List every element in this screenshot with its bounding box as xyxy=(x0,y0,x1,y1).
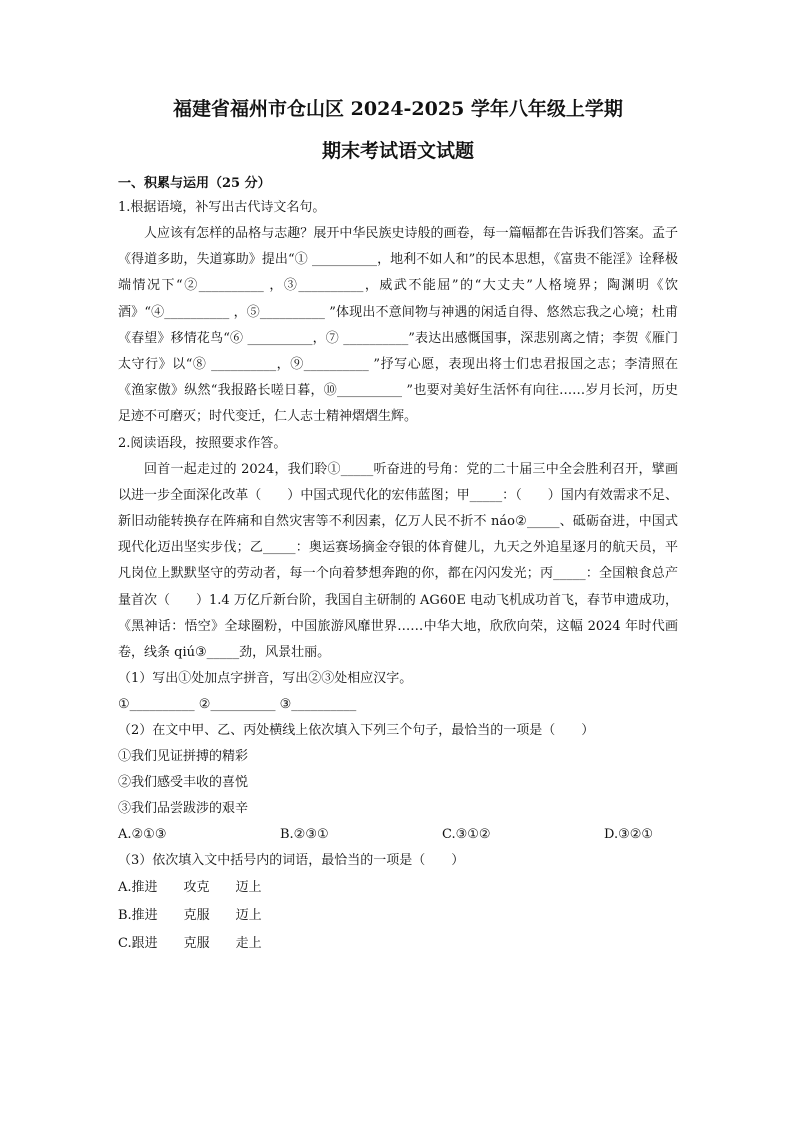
q2-sub2-option-d: D.③②① xyxy=(604,827,654,843)
q2-sub2-sentence-3: ③我们品尝跋涉的艰辛 xyxy=(118,801,249,817)
q2-sub2-prompt: （2）在文中甲、乙、丙处横线上依次填入下列三个句子，最恰当的一项是（ ） xyxy=(118,723,595,739)
q2-sub3-prompt: （3）依次填入文中括号内的词语，最恰当的一项是（ ） xyxy=(118,853,465,869)
q1-stem: 1.根据语境，补写出古代诗文名句。 xyxy=(118,200,326,215)
q2-sub3-option-b: B.推进 克服 迈上 xyxy=(118,908,262,924)
q2-sub3-option-a: A.推进 攻克 迈上 xyxy=(118,880,262,896)
section-heading: 一、积累与运用（25 分） xyxy=(118,176,271,191)
exam-page xyxy=(118,92,678,958)
q2-sub2-option-b: B.②③① xyxy=(280,827,329,843)
q2-sub2-sentence-2: ②我们感受丰收的喜悦 xyxy=(118,775,249,791)
q2-sub2-options xyxy=(118,822,678,848)
q2-sub2-option-c: C.③①② xyxy=(442,827,491,843)
exam-title-line1: 福建省福州市仓山区 2024-2025 学年八年级上学期 xyxy=(173,98,623,120)
exam-title-line2: 期末考试语文试题 xyxy=(321,140,474,162)
q2-passage: 回首一起走过的 2024，我们聆①_____听奋进的号角：党的二十届三中全会胜利召开，擘画以进一步全面深化改革（ ）中国式现代化的宏伟蓝图；甲_____：（ ）国内有效需求不足、新旧动能转换存在阵痛和自然灾害等不利因素，亿万人民不折不 náo②_____、砥砺奋进，中国式现代化迈出坚实步伐；乙_____：奥运赛场摘金夺银的体育健儿，九天之外追星逐月的航天员，平凡岗位上默默坚守的劳动者，每一个向着梦想奔跑的你，都在闪闪发光；丙_____：全国粮食总产量首次（ ）1.4 万亿斤新台阶，我国自主研制的 AG60E 电动飞机成功首飞，春节申遗成功，《黑神话：悟空》全球圈粉，中国旅游风靡世界……中华大地，欣欣向荣，这幅 2024 年时代画卷，线条 qiú③_____劲，风景壮丽。 xyxy=(118,461,678,661)
q1-passage: 人应该有怎样的品格与志趣？展开中华民族史诗般的画卷，每一篇幅都在告诉我们答案。孟子《得道多助，失道寡助》提出“① __________，地利不如人和”的民本思想，《富贵不能淫》诠释极端情况下“②__________ ，③__________，威武不能屈”的“大丈夫”人格境界；陶渊明《饮酒》“④__________ ，⑤__________ ”体现出不意间物与神遇的闲适自得、悠然忘我之心境；杜甫《春望》移情花鸟“⑥ __________，⑦ __________”表达出感慨国事，深悲别离之情；李贺《雁门太守行》以“⑧ __________，⑨__________ ”抒写心愿，表现出将士们忠君报国之志；李清照在《渔家傲》纵然“我报路长嗟日暮，⑩__________ ”也要对美好生活怀有向往……岁月长河，历史足迹不可磨灭；时代变迁，仁人志士精神熠熠生辉。 xyxy=(118,226,678,425)
q2-sub2-sentence-1: ①我们见证拼搏的精彩 xyxy=(118,749,249,765)
q2-sub1-prompt: （1）写出①处加点字拼音，写出②③处相应汉字。 xyxy=(118,671,413,687)
q2-sub3-option-c: C.跟进 克服 走上 xyxy=(118,936,262,952)
q2-sub2-option-a: A.②①③ xyxy=(118,827,167,843)
q2-sub1-blanks: ①__________ ②__________ ③__________ xyxy=(118,697,357,713)
q2-stem: 2.阅读语段，按照要求作答。 xyxy=(118,435,287,451)
